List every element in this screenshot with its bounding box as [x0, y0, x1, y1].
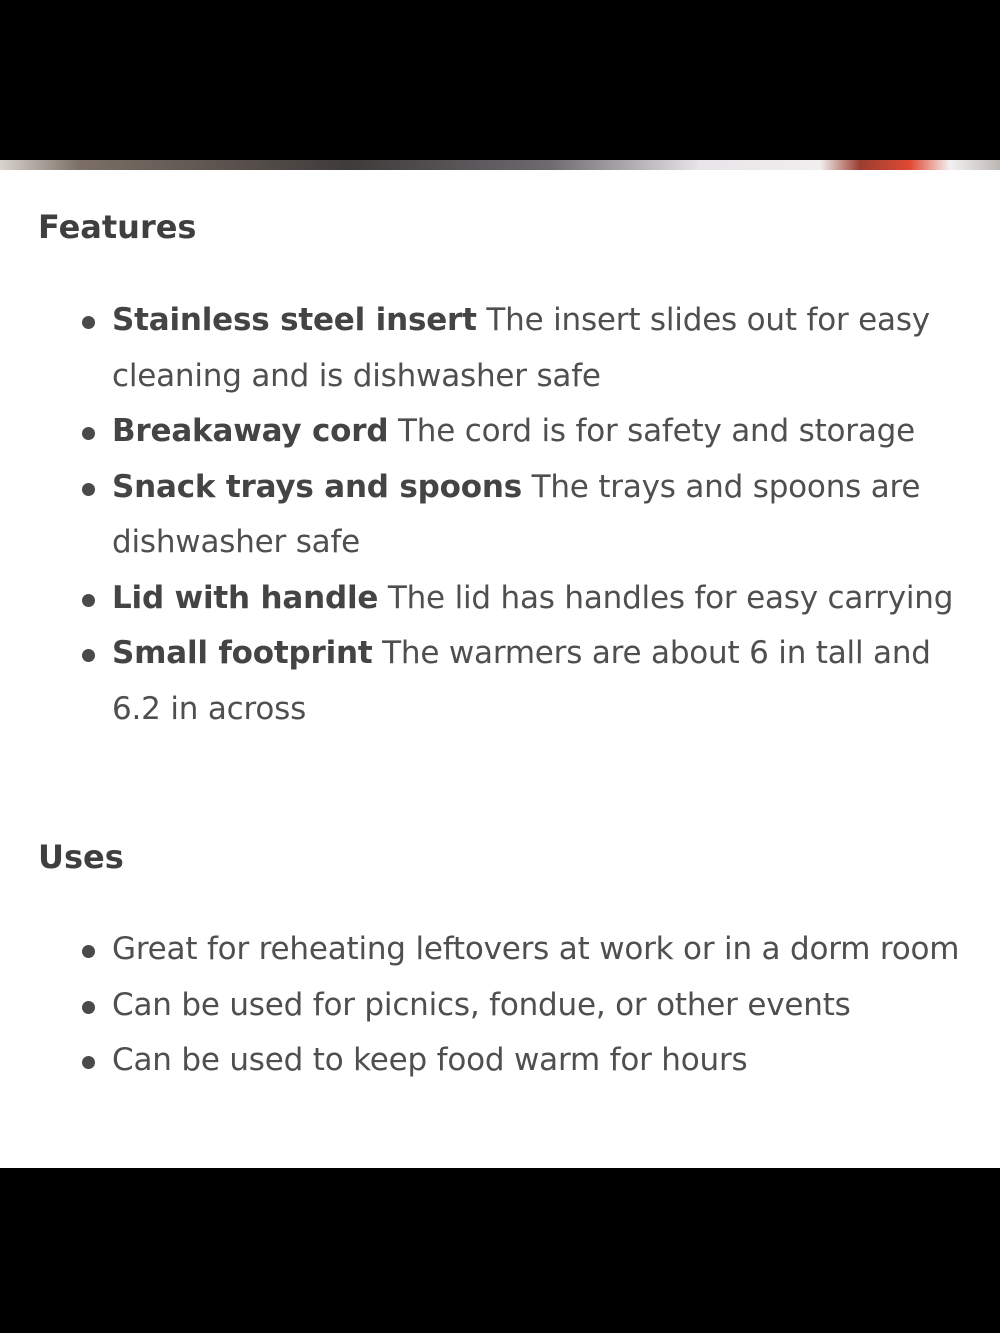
- use-description: Can be used for picnics, fondue, or other events: [112, 986, 851, 1023]
- bullet-icon: [82, 945, 95, 958]
- image-edge-strip: [0, 160, 1000, 170]
- feature-term: Breakaway cord: [112, 413, 389, 449]
- feature-description: The lid has handles for easy carrying: [378, 579, 954, 616]
- list-item: [0, 922, 1000, 978]
- feature-term: Small footprint: [112, 635, 373, 671]
- feature-term: Lid with handle: [112, 579, 379, 616]
- list-item: [0, 404, 1000, 460]
- features-list: [0, 293, 1000, 737]
- feature-description: The cord is for safety and storage: [388, 413, 915, 449]
- feature-term: Stainless steel insert: [112, 302, 477, 338]
- list-item: [0, 978, 1000, 1034]
- bullet-icon: [82, 649, 95, 662]
- features-heading: Features: [38, 208, 197, 246]
- feature-term: Snack trays and spoons: [112, 468, 522, 505]
- bullet-icon: [82, 316, 95, 329]
- feature-description: The warmers are about 6 in tall and 6.2 in across: [112, 635, 931, 727]
- uses-heading: Uses: [38, 838, 124, 876]
- bullet-icon: [82, 427, 95, 440]
- bullet-icon: [82, 483, 95, 496]
- list-item: [0, 460, 1000, 571]
- feature-description: The insert slides out for easy cleaning and is dishwasher safe: [112, 302, 930, 394]
- list-item: [0, 1033, 1000, 1089]
- list-item: [0, 571, 1000, 627]
- list-item: [0, 626, 1000, 737]
- use-description: Great for reheating leftovers at work or in a dorm room: [112, 931, 960, 967]
- list-item: [0, 293, 1000, 404]
- bullet-icon: [82, 594, 95, 607]
- use-description: Can be used to keep food warm for hours: [112, 1042, 748, 1078]
- product-description: [0, 170, 1000, 1168]
- uses-list: [0, 922, 1000, 1089]
- bullet-icon: [82, 1056, 95, 1069]
- bullet-icon: [82, 1001, 95, 1014]
- feature-description: The trays and spoons are dishwasher safe: [112, 468, 921, 560]
